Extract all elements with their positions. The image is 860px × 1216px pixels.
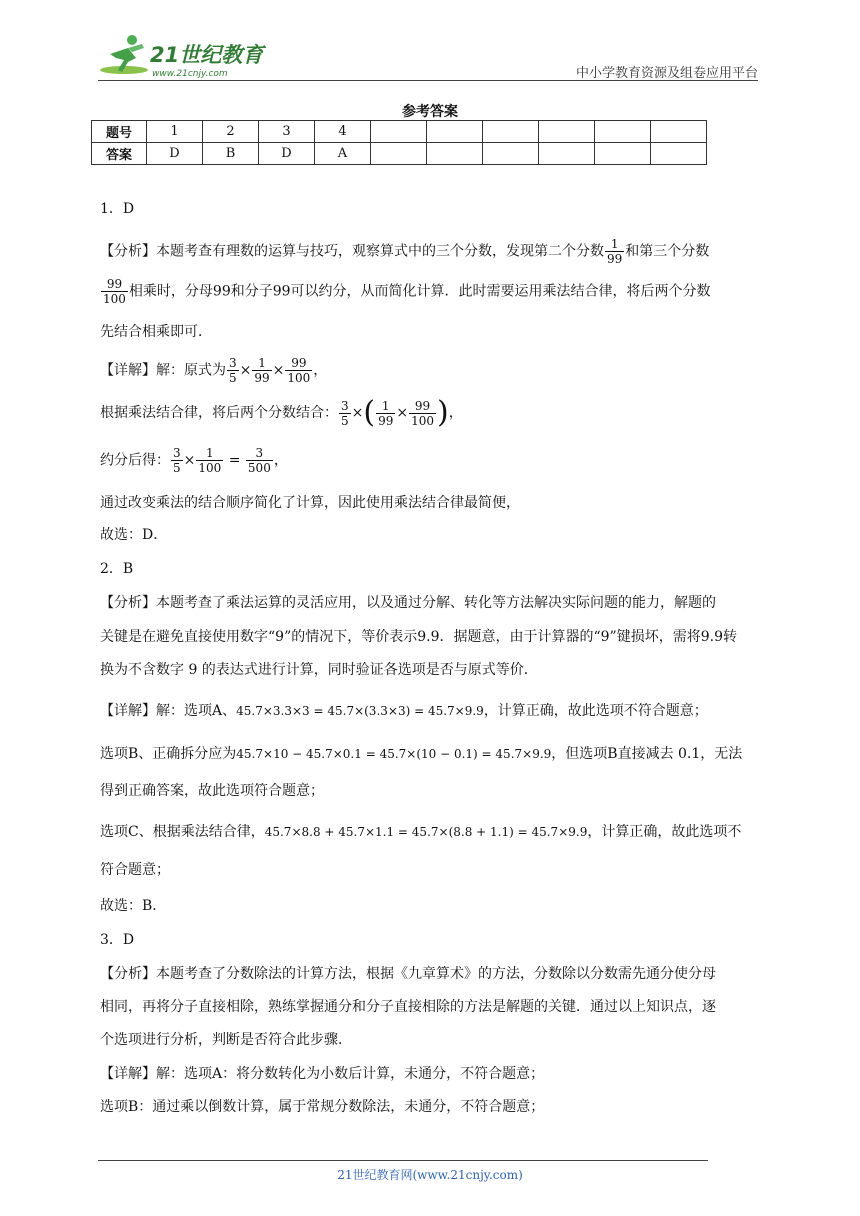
svg-text:21世纪教育: 21世纪教育: [150, 43, 264, 67]
denominator: 99: [378, 413, 394, 428]
table-cell: [427, 143, 483, 165]
fraction: [171, 446, 183, 475]
text: ，但选项B直接减去 0.1，无法: [551, 746, 743, 762]
denominator: 5: [341, 413, 349, 428]
q3-detail-line: 选项B：通过乘以倒数计算，属于常规分数除法，未通分，不符合题意；: [100, 1099, 545, 1115]
q2-analysis-line: 换为不含数字 9 的表达式进行计算，同时验证各选项是否与原式等价．: [100, 662, 538, 678]
numerator: 99: [409, 399, 436, 414]
numerator: 99: [101, 277, 128, 292]
svg-text:www.21cnjy.com: www.21cnjy.com: [152, 69, 228, 79]
answer-table: [91, 120, 707, 165]
q2-detail-line: [100, 701, 708, 721]
q1-heading: 1．D: [100, 201, 135, 217]
q3-analysis-line: 个选项进行分析，判断是否符合此步骤．: [100, 1032, 352, 1048]
math-expression: 45.7×8.8 + 45.7×1.1 = 45.7×(8.8 + 1.1) = 45.7×9.9: [264, 825, 588, 839]
table-row: [92, 143, 707, 165]
q2-detail-line: 故选：B．: [100, 898, 167, 914]
table-row: [92, 121, 707, 143]
denominator: 5: [173, 461, 181, 475]
table-cell: [651, 143, 707, 165]
text: 【详解】解：选项A、: [100, 703, 237, 719]
numerator: 1: [605, 237, 624, 252]
q3-analysis-line: 相同，再将分子直接相除，熟练掌握通分和分子直接相除的方法是解题的关键．通过以上知识点，逐: [100, 999, 716, 1015]
table-cell: [539, 121, 595, 143]
fraction: [227, 356, 239, 385]
q1-detail-line: 根据乘法结合律，将后两个分数结合： $\frac{3}{5}$ ×( $\frac{1}{99}$ × $\frac{99}{100}$ )，: [100, 395, 463, 430]
table-cell: 2: [203, 121, 259, 143]
table-cell: [427, 121, 483, 143]
text: ，计算正确，故此选项不符合题意；: [483, 703, 708, 719]
q2-detail-line: 符合题意；: [100, 862, 170, 878]
numerator: 3: [246, 446, 273, 461]
denominator: 100: [287, 371, 311, 385]
site-name: 中小学教育资源及组卷应用平台: [575, 66, 758, 81]
text: 约分后得：: [100, 452, 170, 469]
q3-detail-line: 【详解】解：选项A：将分数转化为小数后计算，未通分，不符合题意；: [100, 1066, 545, 1082]
denominator: 5: [229, 371, 237, 385]
table-cell: 3: [259, 121, 315, 143]
table-cell: 4: [315, 121, 371, 143]
text: 相乘时，分母99和分子99可以约分，从而简化计算．此时需要运用乘法结合律，将后两个分数: [128, 283, 711, 300]
fraction: [339, 399, 351, 428]
table-cell: [595, 121, 651, 143]
site-logo: [98, 32, 268, 80]
text: 根据乘法结合律，将后两个分数结合：: [100, 405, 338, 421]
q2-heading: 2．B: [100, 561, 134, 577]
q1-detail-line: 约分后得： $\frac{3}{5}$ × $\frac{1}{100}$ = $\frac{3}{500}$ ，: [100, 446, 288, 475]
q2-detail-line: [100, 744, 742, 764]
fraction: [409, 399, 436, 428]
fraction: [101, 277, 128, 306]
fraction: [196, 446, 223, 475]
denominator: 100: [198, 461, 222, 475]
table-cell: A: [315, 143, 371, 165]
text: 和第三个分数: [625, 243, 710, 260]
header-divider: [98, 80, 758, 81]
q1-analysis-line: [100, 277, 711, 306]
table-cell: [371, 121, 427, 143]
runner-logo-icon: [98, 32, 268, 80]
q3-analysis-line: 【分析】本题考查了分数除法的计算方法，根据《九章算术》的方法，分数除以分数需先通分使分母: [100, 966, 716, 982]
q1-analysis-line: 先结合相乘即可．: [100, 324, 212, 340]
text: 选项B、正确拆分应为: [100, 746, 237, 762]
fraction: [246, 446, 273, 475]
numerator: 3: [229, 356, 237, 370]
row-label-answer: 答案: [92, 143, 147, 165]
table-cell: D: [259, 143, 315, 165]
fraction: [285, 356, 312, 385]
text: 选项C、根据乘法结合律，: [100, 824, 265, 840]
footer-divider: [98, 1160, 708, 1161]
table-cell: D: [147, 143, 203, 165]
q1-detail-line: 【详解】解：原式为 $\frac{3}{5}$ × $\frac{1}{99}$ × $\frac{99}{100}$ ，: [100, 356, 328, 385]
table-cell: B: [203, 143, 259, 165]
fraction: [605, 237, 624, 266]
row-label-number: 题号: [92, 121, 147, 143]
table-cell: [371, 143, 427, 165]
numerator: 1: [196, 446, 223, 461]
numerator: 3: [173, 446, 181, 460]
q2-analysis-line: 关键是在避免直接使用数字“9”的情况下，等价表示9.9．据题意，由于计算器的“9”键损坏，需将9.9转: [100, 629, 737, 645]
math-expression: 45.7×3.3×3 = 45.7×(3.3×3) = 45.7×9.9: [236, 704, 484, 718]
q1-detail-line: 通过改变乘法的结合顺序简化了计算，因此使用乘法结合律最简便，: [100, 495, 520, 511]
denominator: 100: [411, 413, 435, 428]
table-cell: [539, 143, 595, 165]
table-cell: 1: [147, 121, 203, 143]
numerator: 99: [285, 356, 312, 371]
q1-analysis-line: [100, 237, 709, 266]
q2-analysis-line: 【分析】本题考查了乘法运算的灵活应用，以及通过分解、转化等方法解决实际问题的能力，解题的: [100, 595, 716, 611]
numerator: 1: [376, 399, 395, 414]
text: 【分析】本题考查有理数的运算与技巧，观察算式中的三个分数，发现第二个分数: [100, 243, 604, 260]
q1-detail-line: 故选：D．: [100, 527, 168, 543]
table-cell: [651, 121, 707, 143]
text: ，计算正确，故此选项不: [587, 824, 742, 840]
fraction: [376, 399, 395, 428]
numerator: 1: [252, 356, 271, 371]
footer-link[interactable]: 21世纪教育网(www.21cnjy.com): [337, 1168, 523, 1182]
denominator: 99: [607, 252, 623, 266]
fraction: [252, 356, 271, 385]
table-cell: [483, 143, 539, 165]
q2-detail-line: 得到正确答案，故此选项符合题意；: [100, 783, 324, 799]
table-cell: [483, 121, 539, 143]
page-header: [98, 22, 758, 82]
numerator: 3: [341, 398, 349, 413]
q2-detail-line: [100, 822, 741, 842]
table-cell: [595, 143, 651, 165]
denominator: 99: [254, 371, 270, 385]
denominator: 500: [247, 461, 271, 475]
q3-heading: 3．D: [100, 932, 135, 948]
text: 【详解】解：原式为: [100, 362, 226, 379]
denominator: 100: [103, 292, 126, 306]
answer-title: 参考答案: [402, 104, 458, 120]
math-expression: 45.7×10 − 45.7×0.1 = 45.7×(10 − 0.1) = 45.7×9.9: [236, 747, 552, 761]
